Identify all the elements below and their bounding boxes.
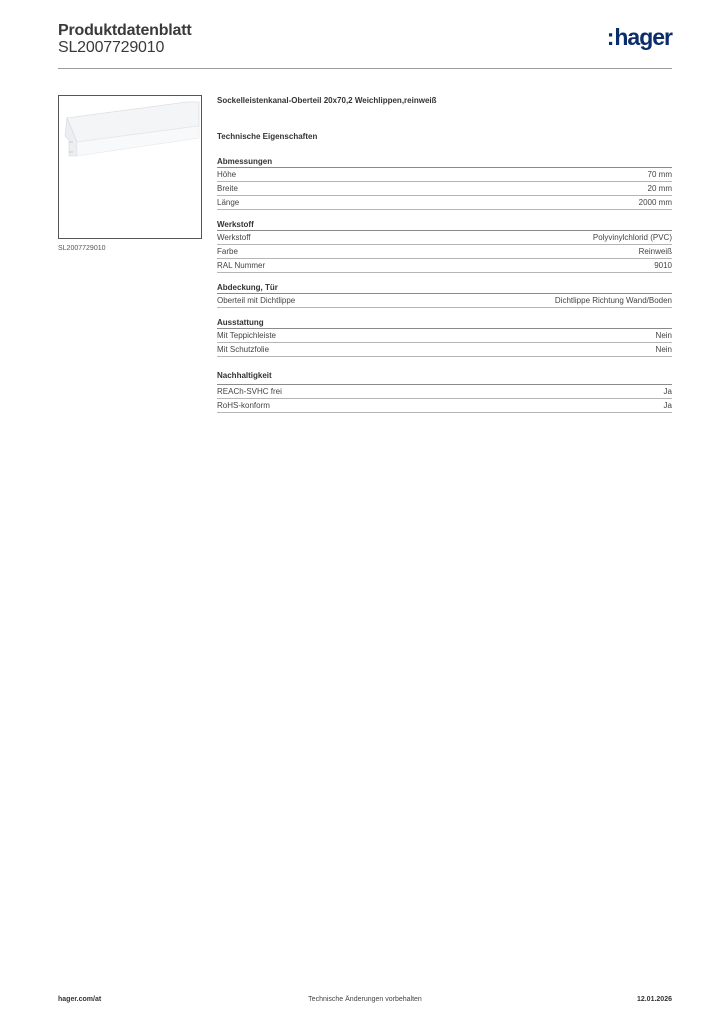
section-title: Werkstoff <box>217 220 672 231</box>
product-name: Sockelleistenkanal-Oberteil 20x70,2 Weichlippen,reinweiß <box>217 96 437 105</box>
website-link[interactable]: hager.com/at <box>58 996 102 1003</box>
row-value: Polyvinylchlorid (PVC) <box>592 233 672 242</box>
footer-note: Technische Änderungen vorbehalten <box>308 996 422 1003</box>
row-label: Mit Teppichleiste <box>217 331 276 340</box>
table-row <box>217 385 672 399</box>
section-sustainability <box>217 371 672 413</box>
table-row <box>217 231 672 245</box>
section-title: Ausstattung <box>217 318 672 329</box>
row-label: Breite <box>217 184 238 193</box>
product-illustration-icon <box>59 96 201 238</box>
section-material <box>217 220 672 273</box>
row-value: 20 mm <box>647 184 672 193</box>
row-label: Länge <box>217 198 240 207</box>
row-label: Mit Schutzfolie <box>217 345 270 354</box>
row-value: Ja <box>663 387 672 396</box>
row-value: Reinweiß <box>638 247 672 256</box>
row-value: Ja <box>663 401 672 410</box>
table-row <box>217 294 672 308</box>
section-title: Nachhaltigkeit <box>217 371 672 385</box>
row-label: Oberteil mit Dichtlippe <box>217 296 296 305</box>
section-equipment <box>217 318 672 357</box>
document-number: SL2007729010 <box>58 39 165 56</box>
table-row <box>217 343 672 357</box>
table-row <box>217 168 672 182</box>
table-row <box>217 196 672 210</box>
header-divider <box>58 68 672 69</box>
table-row <box>217 329 672 343</box>
technical-properties-heading: Technische Eigenschaften <box>217 132 318 141</box>
row-value: Nein <box>655 345 672 354</box>
table-row <box>217 399 672 413</box>
section-dimensions <box>217 157 672 210</box>
section-title: Abdeckung, Tür <box>217 283 672 294</box>
page-header <box>58 20 672 68</box>
hager-logo: :hager <box>606 24 672 50</box>
row-label: Höhe <box>217 170 237 179</box>
row-label: RAL Nummer <box>217 261 266 270</box>
section-title: Abmessungen <box>217 157 672 168</box>
row-value: 9010 <box>654 261 672 270</box>
product-image <box>58 95 202 239</box>
row-label: Farbe <box>217 247 238 256</box>
row-value: 70 mm <box>647 170 672 179</box>
footer-date: 12.01.2026 <box>636 996 672 1003</box>
row-label: Werkstoff <box>217 233 251 242</box>
document-title: Produktdatenblatt <box>58 22 192 39</box>
page-footer <box>58 996 672 1008</box>
product-details <box>217 96 672 423</box>
table-row <box>217 259 672 273</box>
table-row <box>217 245 672 259</box>
image-caption: SL2007729010 <box>58 245 106 252</box>
row-value: Dichtlippe Richtung Wand/Boden <box>554 296 672 305</box>
section-cover <box>217 283 672 308</box>
row-label: RoHS-konform <box>217 401 270 410</box>
row-value: Nein <box>655 331 672 340</box>
table-row <box>217 182 672 196</box>
row-value: 2000 mm <box>638 198 672 207</box>
row-label: REACh-SVHC frei <box>217 387 282 396</box>
